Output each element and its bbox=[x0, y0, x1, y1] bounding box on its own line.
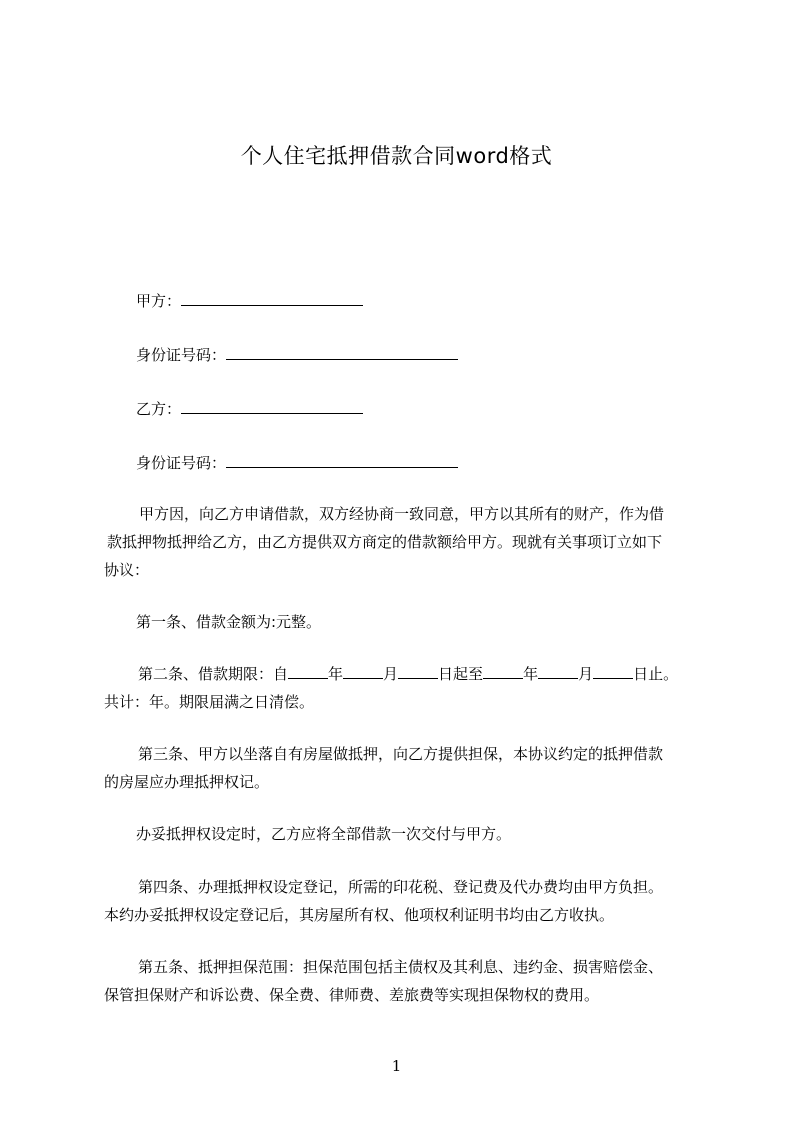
start-year-blank bbox=[288, 664, 328, 679]
party-a-label: 甲方： bbox=[136, 292, 182, 310]
start-month-label: 月 bbox=[383, 665, 399, 683]
party-b-line bbox=[136, 399, 363, 419]
preamble-line-2: 款抵押物抵押给乙方，由乙方提供双方商定的借款额给甲方。现就有关事项订立如下 bbox=[107, 533, 663, 551]
article-5-line-2: 保管担保财产和诉讼费、保全费、律师费、差旅费等实现担保物权的费用。 bbox=[104, 986, 600, 1004]
party-b-blank bbox=[181, 399, 363, 414]
id-label-b: 身份证号码： bbox=[136, 454, 227, 472]
id-number-blank-b bbox=[226, 453, 458, 468]
article-2-line-1 bbox=[138, 664, 678, 684]
preamble-line-1: 甲方因，向乙方申请借款，双方经协商一致同意，甲方以其所有的财产，作为借 bbox=[139, 505, 665, 523]
start-month-blank bbox=[343, 664, 383, 679]
end-month-label: 月 bbox=[578, 665, 594, 683]
start-year-label: 年 bbox=[328, 665, 344, 683]
end-month-blank bbox=[538, 664, 578, 679]
id-number-line-a bbox=[136, 345, 458, 365]
preamble-line-3: 协议： bbox=[104, 561, 150, 579]
id-number-blank-a bbox=[226, 345, 458, 360]
article-4-line-1: 第四条、办理抵押权设定登记，所需的印花税、登记费及代办费均由甲方负担。 bbox=[138, 878, 664, 896]
article-5-line-1: 第五条、抵押担保范围：担保范围包括主债权及其利息、违约金、损害赔偿金、 bbox=[138, 958, 664, 976]
id-label-a: 身份证号码： bbox=[136, 346, 227, 364]
start-day-blank bbox=[398, 664, 438, 679]
party-b-label: 乙方： bbox=[136, 400, 182, 418]
end-year-blank bbox=[483, 664, 523, 679]
article-2-prefix: 第二条、借款期限：自 bbox=[138, 665, 289, 683]
article-2-line-2: 共计：年。期限届满之日清偿。 bbox=[104, 693, 315, 711]
page-number: 1 bbox=[391, 1057, 402, 1075]
article-4-line-2: 本约办妥抵押权设定登记后，其房屋所有权、他项权利证明书均由乙方收执。 bbox=[104, 906, 615, 924]
id-number-line-b bbox=[136, 453, 458, 473]
mortgage-handling-clause: 办妥抵押权设定时，乙方应将全部借款一次交付与甲方。 bbox=[136, 825, 512, 843]
article-3-line-1: 第三条、甲方以坐落自有房屋做抵押，向乙方提供担保，本协议约定的抵押借款 bbox=[138, 745, 664, 763]
party-a-blank bbox=[181, 291, 363, 306]
end-day-label: 日止。 bbox=[633, 665, 679, 683]
end-year-label: 年 bbox=[523, 665, 539, 683]
article-3-line-2: 的房屋应办理抵押权记。 bbox=[104, 773, 270, 791]
party-a-line bbox=[136, 291, 363, 311]
end-day-blank bbox=[593, 664, 633, 679]
article-1: 第一条、借款金额为:元整。 bbox=[136, 613, 322, 631]
start-day-label: 日起至 bbox=[438, 665, 484, 683]
document-title: 个人住宅抵押借款合同word格式 bbox=[240, 144, 553, 168]
